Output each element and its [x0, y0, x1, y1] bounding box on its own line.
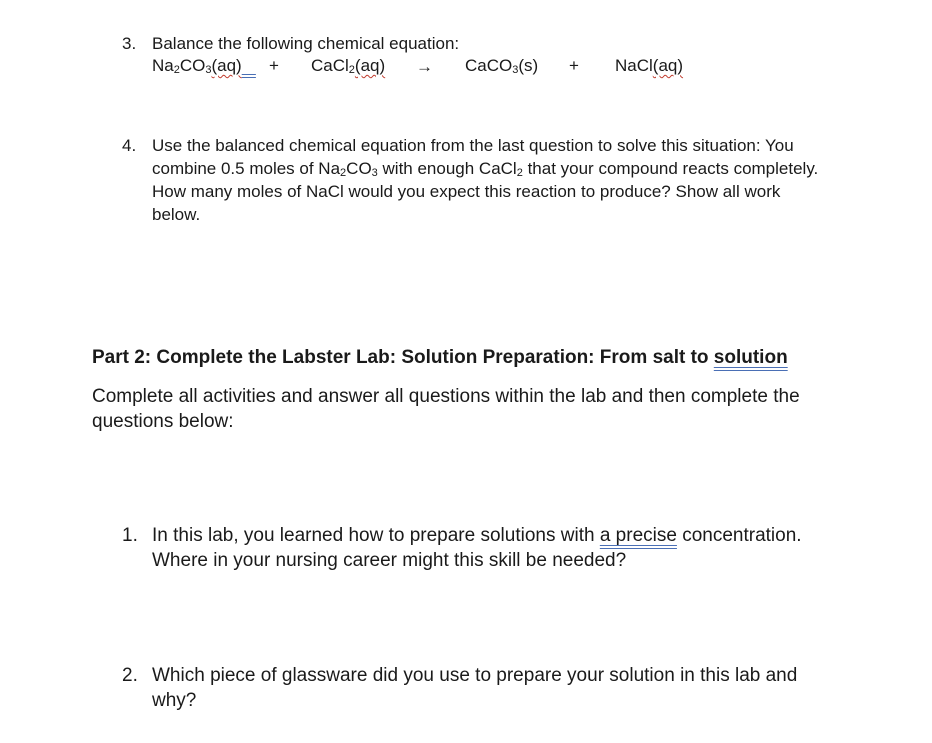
question-3-prompt: Balance the following chemical equation: [152, 34, 460, 53]
part-2-intro-line-1: Complete all activities and answer all questions within the lab and then complete the [92, 386, 800, 407]
reaction-arrow: → [416, 57, 433, 76]
question-4-line-2: combine 0.5 moles of $Na_2CO_3$ with enough CaCl$_2$ that your compound reacts completely. [152, 159, 819, 179]
part-2-question-2-line-2: why? [152, 690, 197, 711]
part-2-question-2-line-1: Which piece of glassware did you use to prepare your solution in this lab and [152, 665, 798, 686]
question-3-number: 3. [122, 34, 137, 53]
part-2-title: Part 2: Complete the Labster Lab: Solution Preparation: From salt to solution [92, 347, 788, 368]
plus-sign-2: + [569, 56, 579, 75]
part-2-question-1-number: 1. [122, 525, 138, 546]
question-4-line-4: below. [152, 205, 201, 224]
product-sodium-chloride: NaCl(aq) [615, 56, 684, 75]
question-4-line-3: How many moles of NaCl would you expect this reaction to produce? Show all work [152, 182, 781, 201]
plus-sign-1: + [269, 56, 279, 75]
part-2-intro-line-2: questions below: [92, 411, 234, 432]
part-2-question-2-number: 2. [122, 665, 138, 686]
part-2-question-1-line-2: Where in your nursing career might this skill be needed? [152, 550, 627, 571]
reactant-calcium-chloride: CaCl$_2$(aq) [311, 56, 386, 76]
part-2-question-1-line-1: In this lab, you learned how to prepare solutions with a precise concentration. [152, 525, 802, 546]
question-4-number: 4. [122, 136, 137, 155]
product-calcium-carbonate: CaCO$_3$(s) [465, 56, 539, 76]
reactant-sodium-carbonate: $Na_2CO_3(aq)$ [152, 56, 242, 76]
question-4-line-1: Use the balanced chemical equation from the last question to solve this situation: You [152, 136, 794, 155]
